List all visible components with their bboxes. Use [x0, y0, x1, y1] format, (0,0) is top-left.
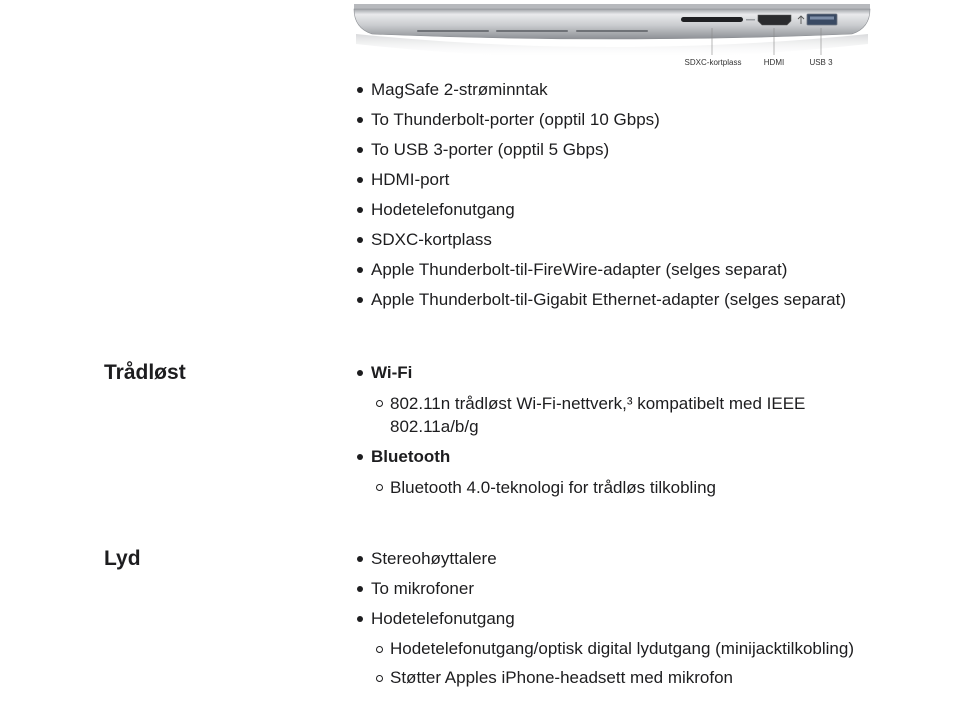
laptop-foot: [576, 30, 648, 32]
list-item: To USB 3-porter (opptil 5 Gbps): [352, 139, 872, 161]
audio-list: [352, 548, 872, 697]
usb-port-contacts: [810, 17, 834, 20]
list-item: To mikrofoner: [352, 578, 872, 600]
headphone-sub-list: [371, 638, 872, 689]
section-title-wireless: Trådløst: [104, 361, 186, 384]
headphone-label: Hodetelefonutgang: [371, 609, 515, 628]
laptop-foot: [417, 30, 489, 32]
bluetooth-detail: Bluetooth 4.0-teknologi for trådløs tilkobling: [371, 476, 812, 499]
list-item: To Thunderbolt-porter (opptil 10 Gbps): [352, 109, 872, 131]
port-marking: [746, 19, 755, 21]
list-item: Hodetelefonutgang/optisk digital lydutgang (minijacktilkobling): [371, 638, 872, 660]
ports-list: [352, 79, 872, 319]
list-item: HDMI-port: [352, 169, 872, 191]
wireless-list: [352, 362, 812, 507]
laptop-foot: [496, 30, 568, 32]
bluetooth-item: [352, 446, 812, 499]
bluetooth-sub-list: [371, 476, 812, 499]
headphone-item: [352, 608, 872, 689]
bluetooth-label: Bluetooth: [371, 447, 451, 466]
wifi-detail: 802.11n trådløst Wi-Fi-nettverk,³ kompatibelt med IEEE 802.11a/b/g: [371, 392, 812, 438]
usb-label: USB 3: [809, 58, 833, 67]
sdxc-label: SDXC-kortplass: [684, 58, 742, 67]
list-item: MagSafe 2-strøminntak: [352, 79, 872, 101]
list-item: Stereohøyttalere: [352, 548, 872, 570]
wifi-label: Wi-Fi: [371, 363, 413, 382]
wifi-sub-list: [371, 392, 812, 438]
laptop-side-svg: [352, 0, 872, 70]
list-item: Apple Thunderbolt-til-Gigabit Ethernet-adapter (selges separat): [352, 289, 872, 311]
list-item: Støtter Apples iPhone-headsett med mikrofon: [371, 667, 872, 689]
sdxc-slot-icon: [681, 17, 743, 22]
hdmi-port-icon: [758, 15, 791, 25]
list-item: Apple Thunderbolt-til-FireWire-adapter (selges separat): [352, 259, 872, 281]
list-item: SDXC-kortplass: [352, 229, 872, 251]
section-title-audio: Lyd: [104, 547, 141, 570]
list-item: Hodetelefonutgang: [352, 199, 872, 221]
laptop-body: [354, 9, 870, 39]
wifi-item: [352, 362, 812, 438]
laptop-ports-illustration: [352, 0, 872, 70]
hdmi-label: HDMI: [763, 58, 785, 67]
